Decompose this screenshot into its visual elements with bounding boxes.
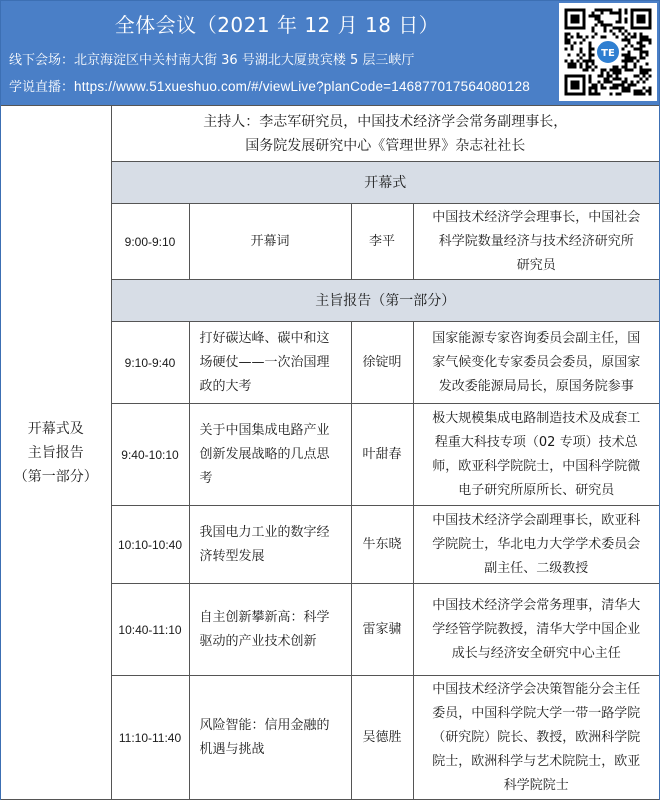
bio-line: 家气候变化专家委员会委员，原国家 xyxy=(432,354,641,370)
topic-line: 自主创新攀新高：科学 xyxy=(199,609,330,625)
session-label-line: 开幕式及 xyxy=(27,420,84,437)
speaker-cell: 吴德胜 xyxy=(351,676,413,800)
bio-line: 副主任、二级教授 xyxy=(484,560,589,576)
bio-cell xyxy=(413,676,659,800)
time-cell: 9:40-10:10 xyxy=(111,404,189,506)
bio-line: 国家能源专家咨询委员会副主任，国 xyxy=(432,330,641,346)
speaker-cell: 牛东晓 xyxy=(351,506,413,584)
bio-line: 研究员 xyxy=(516,257,556,273)
topic-line: 考 xyxy=(199,470,213,486)
host-line: 国务院发展研究中心《管理世界》杂志社社长 xyxy=(245,137,526,154)
bio-line: 师，欧亚科学院院士，中国科学院微 xyxy=(432,458,641,474)
venue-address: 北京海淀区中关村南大街 36 号湖北大厦贵宾楼 5 层三峡厅 xyxy=(74,53,415,68)
time-cell: 11:10-11:40 xyxy=(111,676,189,800)
bio-line: 成长与经济安全研究中心主任 xyxy=(451,645,621,661)
bio-cell xyxy=(413,322,659,404)
session-label-cell xyxy=(1,106,111,800)
bio-line: 发改委能源局局长，原国务院参事 xyxy=(438,378,634,394)
bio-line: 电子研究所原所长、研究员 xyxy=(458,482,615,498)
topic-cell xyxy=(189,584,351,676)
topic-line: 我国电力工业的数字经 xyxy=(199,524,330,540)
agenda-table xyxy=(1,105,659,800)
page-title: 全体会议（2021 年 12 月 18 日） xyxy=(114,13,440,37)
bio-cell xyxy=(413,204,659,280)
topic-cell xyxy=(189,506,351,584)
bio-line: 程重大科技专项（02 专项）技术总 xyxy=(434,434,638,450)
topic-cell xyxy=(189,322,351,404)
bio-cell xyxy=(413,404,659,506)
bio-cell xyxy=(413,584,659,676)
speaker-cell: 徐锭明 xyxy=(351,322,413,404)
bio-line: 学院院士，华北电力大学学术委员会 xyxy=(432,536,641,552)
topic-line: 济转型发展 xyxy=(199,548,265,564)
qr-code-image[interactable] xyxy=(559,3,657,101)
agenda-header xyxy=(1,1,659,105)
qr-logo-text: TE xyxy=(601,48,615,59)
bio-line: 学经管学院教授，清华大学中国企业 xyxy=(432,621,641,637)
speaker-cell: 叶甜春 xyxy=(351,404,413,506)
section-title-keynote: 主旨报告（第一部分） xyxy=(111,280,659,322)
bio-line: 中国技术经济学会常务理事，清华大 xyxy=(432,597,641,613)
topic-line: 风险智能：信用金融的 xyxy=(199,717,330,733)
topic-line: 场硬仗——一次治国理 xyxy=(199,354,330,370)
bio-cell xyxy=(413,506,659,584)
topic-cell xyxy=(189,404,351,506)
bio-line: 科学院数量经济与技术经济研究所 xyxy=(438,233,634,249)
bio-line: 院士，欧洲科学与艺术院院士，欧亚 xyxy=(432,753,641,769)
topic-line: 驱动的产业技术创新 xyxy=(199,633,317,649)
topic-cell xyxy=(189,676,351,800)
host-line: 主持人：李志军研究员，中国技术经济学会常务副理事长， xyxy=(203,113,568,130)
speaker-cell: 雷家骕 xyxy=(351,584,413,676)
venue-label: 线下会场： xyxy=(9,53,75,68)
qr-code-graphic xyxy=(559,3,657,101)
host-cell xyxy=(111,106,659,162)
bio-line: （研究院）院长、教授，欧洲科学院 xyxy=(432,729,641,745)
stream-label: 学说直播： xyxy=(9,80,75,95)
qr-logo-icon xyxy=(596,40,620,64)
bio-line: 中国技术经济学会理事长，中国社会 xyxy=(432,209,641,225)
topic-line: 机遇与挑战 xyxy=(199,741,265,757)
time-cell: 10:40-11:10 xyxy=(111,584,189,676)
time-cell: 9:10-9:40 xyxy=(111,322,189,404)
topic-line: 政的大考 xyxy=(199,378,252,394)
bio-line: 极大规模集成电路制造技术及成套工 xyxy=(432,410,641,426)
bio-line: 中国技术经济学会决策智能分会主任 xyxy=(432,681,641,697)
session-label-line: 主旨报告 xyxy=(27,444,84,461)
section-title-opening: 开幕式 xyxy=(111,162,659,204)
stream-url-link[interactable]: https://www.51xueshuo.com/#/viewLive?planCode=146877017564080128 xyxy=(74,79,531,94)
bio-line: 科学院院士 xyxy=(503,777,569,793)
bio-line: 委员，中国科学院大学一带一路学院 xyxy=(432,705,641,721)
stream-line xyxy=(9,76,530,95)
time-cell: 9:00-9:10 xyxy=(111,204,189,280)
venue-line xyxy=(9,49,414,68)
topic-line: 创新发展战略的几点思 xyxy=(199,446,330,462)
topic-cell: 开幕词 xyxy=(189,204,351,280)
time-cell: 10:10-10:40 xyxy=(111,506,189,584)
session-label-line: （第一部分） xyxy=(13,468,98,485)
speaker-cell: 李平 xyxy=(351,204,413,280)
topic-line: 关于中国集成电路产业 xyxy=(199,422,330,438)
bio-line: 中国技术经济学会副理事长，欧亚科 xyxy=(432,512,641,528)
topic-line: 打好碳达峰、碳中和这 xyxy=(199,330,330,346)
